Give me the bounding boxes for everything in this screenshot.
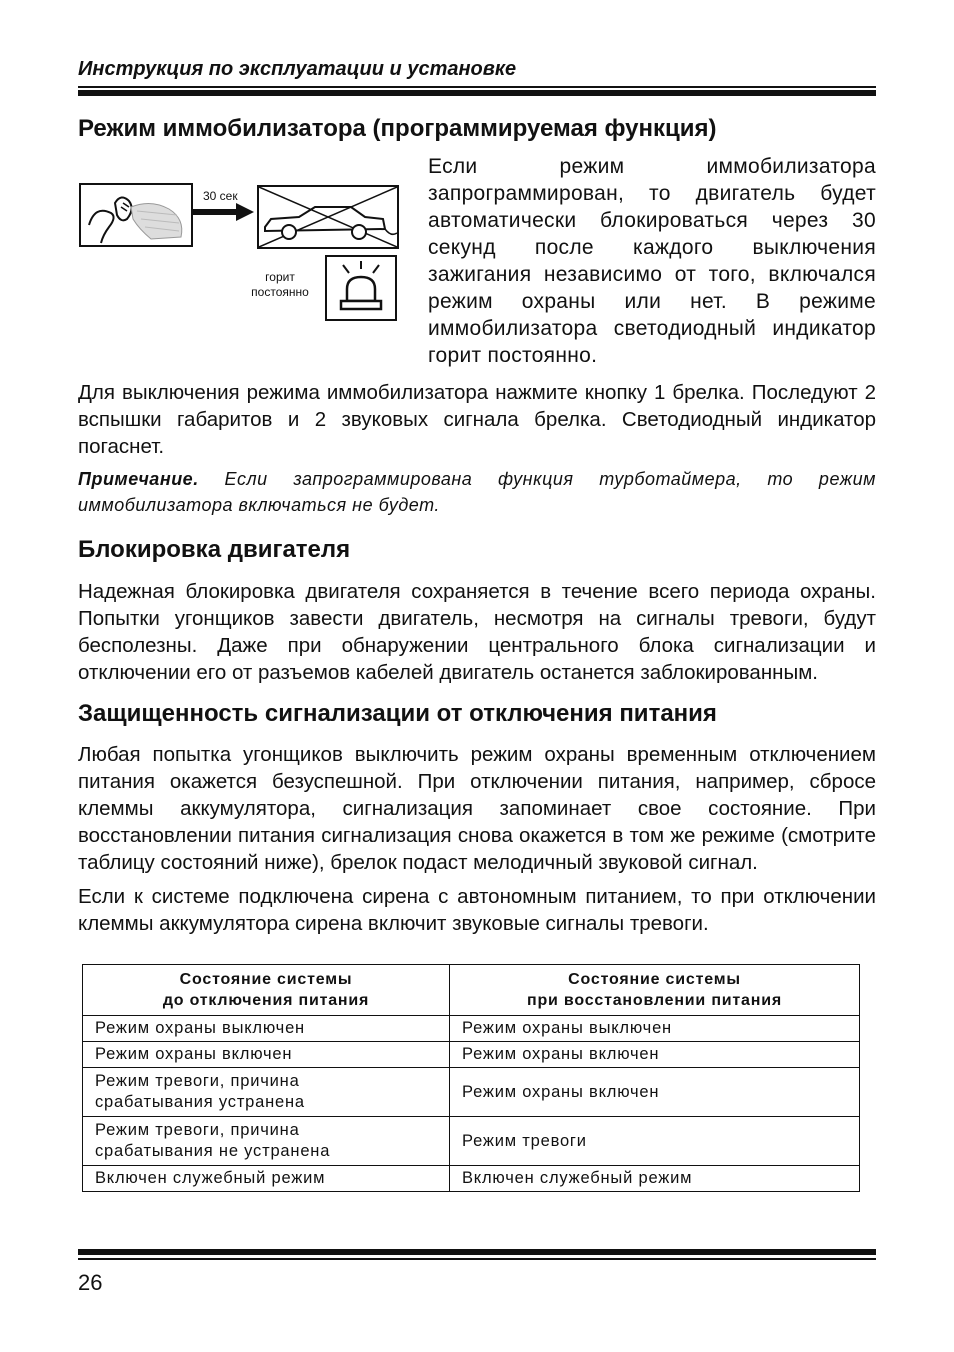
led-label-line2: постоянно bbox=[251, 285, 309, 299]
table-cell-after: Режим охраны включен bbox=[450, 1068, 860, 1117]
header-rule-thin bbox=[78, 86, 876, 88]
table-cell-before-line1: Режим тревоги, причина bbox=[95, 1072, 300, 1090]
immobilizer-intro: Если режим иммобилизатора запрограммирован, то двигатель будет автоматически блокироваться через 30 секунд после каждого выключения зажигания независимо от того, включался режим охраны или нет. В режиме иммобилизатора светодиодный индикатор горит постоянно. bbox=[428, 155, 876, 367]
table-cell-before: Режим охраны выключен bbox=[83, 1016, 450, 1042]
table-cell-after: Режим охраны включен bbox=[450, 1042, 860, 1068]
footer-rule-thin bbox=[78, 1258, 876, 1260]
led-lit-icon bbox=[327, 257, 395, 319]
immobilizer-disable-text: Для выключения режима иммобилизатора нажмите кнопку 1 брелка. Последуют 2 вспышки габаритов и 2 звуковых сигнала брелка. Светодиодный индикатор погаснет. bbox=[78, 381, 876, 458]
table-header-after-line2: при восстановлении питания bbox=[526, 992, 782, 1009]
table-cell-after: Включен служебный режим bbox=[450, 1166, 860, 1192]
footer-rule-thick bbox=[78, 1249, 876, 1255]
hand-key-icon bbox=[81, 185, 191, 245]
table-header-before-line2: до отключения питания bbox=[162, 992, 370, 1009]
table-row bbox=[83, 1016, 860, 1042]
table-cell-before bbox=[83, 1117, 450, 1166]
table-row bbox=[83, 1166, 860, 1192]
blocked-car-illustration bbox=[257, 185, 399, 249]
table-cell-after: Режим тревоги bbox=[450, 1117, 860, 1166]
table-row bbox=[83, 1042, 860, 1068]
table-cell-before bbox=[83, 1068, 450, 1117]
immobilizer-heading: Режим иммобилизатора (программируемая функция) bbox=[78, 115, 717, 142]
table-cell-before: Режим охраны включен bbox=[83, 1042, 450, 1068]
table-cell-before-line1: Режим тревоги, причина bbox=[95, 1121, 300, 1139]
immobilizer-note bbox=[78, 466, 876, 518]
note-text: Если запрограммирована функция турботаймера, то режим иммобилизатора включаться не будет. bbox=[78, 469, 876, 515]
table-header-after-line1: Состояние системы bbox=[568, 971, 741, 988]
engine-block-heading: Блокировка двигателя bbox=[78, 536, 351, 563]
page-number: 26 bbox=[78, 1270, 103, 1295]
table-header-before-line1: Состояние системы bbox=[179, 971, 353, 988]
table-header-row bbox=[83, 965, 860, 1016]
key-fob-illustration bbox=[79, 183, 193, 247]
power-protection-text-2: Если к системе подключена сирена с автономным питанием, то при отключении клеммы аккумулятора сирена включит звуковые сигналы тревоги. bbox=[78, 885, 876, 935]
table-cell-before-line2: срабатывания устранена bbox=[95, 1093, 305, 1111]
table-cell-before: Включен служебный режим bbox=[83, 1166, 450, 1192]
arrow-right-icon bbox=[192, 203, 254, 221]
header-title: Инструкция по эксплуатации и установке bbox=[78, 58, 517, 80]
table-cell-before-line2: срабатывания не устранена bbox=[95, 1142, 331, 1160]
engine-block-text: Надежная блокировка двигателя сохраняется в течение всего периода охраны. Попытки угонщиков завести двигатель, несмотря на сигналы тревоги, будут бесполезны. Даже при обнаружении центрального блока сигнализации и отключении его от разъемов кабелей двигатель останется заблокированным. bbox=[78, 580, 876, 684]
header-rule-thick bbox=[78, 90, 876, 96]
led-label-line1: горит bbox=[265, 270, 295, 284]
led-indicator-illustration bbox=[325, 255, 397, 321]
timer-label: 30 сек bbox=[203, 189, 238, 203]
power-protection-heading: Защищенность сигнализации от отключения питания bbox=[78, 700, 717, 727]
table-row bbox=[83, 1117, 860, 1166]
power-states-table bbox=[82, 964, 860, 1192]
table-header-before bbox=[83, 965, 450, 1016]
table-cell-after: Режим охраны выключен bbox=[450, 1016, 860, 1042]
power-protection-text-1: Любая попытка угонщиков выключить режим охраны временным отключением питания окажется безуспешной. При отключении питания, например, сбросе клеммы аккумулятора, сигнализация запоминает свое состояние. При восстановлении питания сигнализация снова окажется в том же режиме (смотрите таблицу состояний ниже), брелок подаст мелодичный звуковой сигнал. bbox=[78, 743, 876, 874]
car-crossed-icon bbox=[259, 187, 397, 247]
table-row bbox=[83, 1068, 860, 1117]
led-label bbox=[242, 270, 318, 300]
note-label: Примечание. bbox=[78, 469, 199, 489]
table-header-after bbox=[450, 965, 860, 1016]
